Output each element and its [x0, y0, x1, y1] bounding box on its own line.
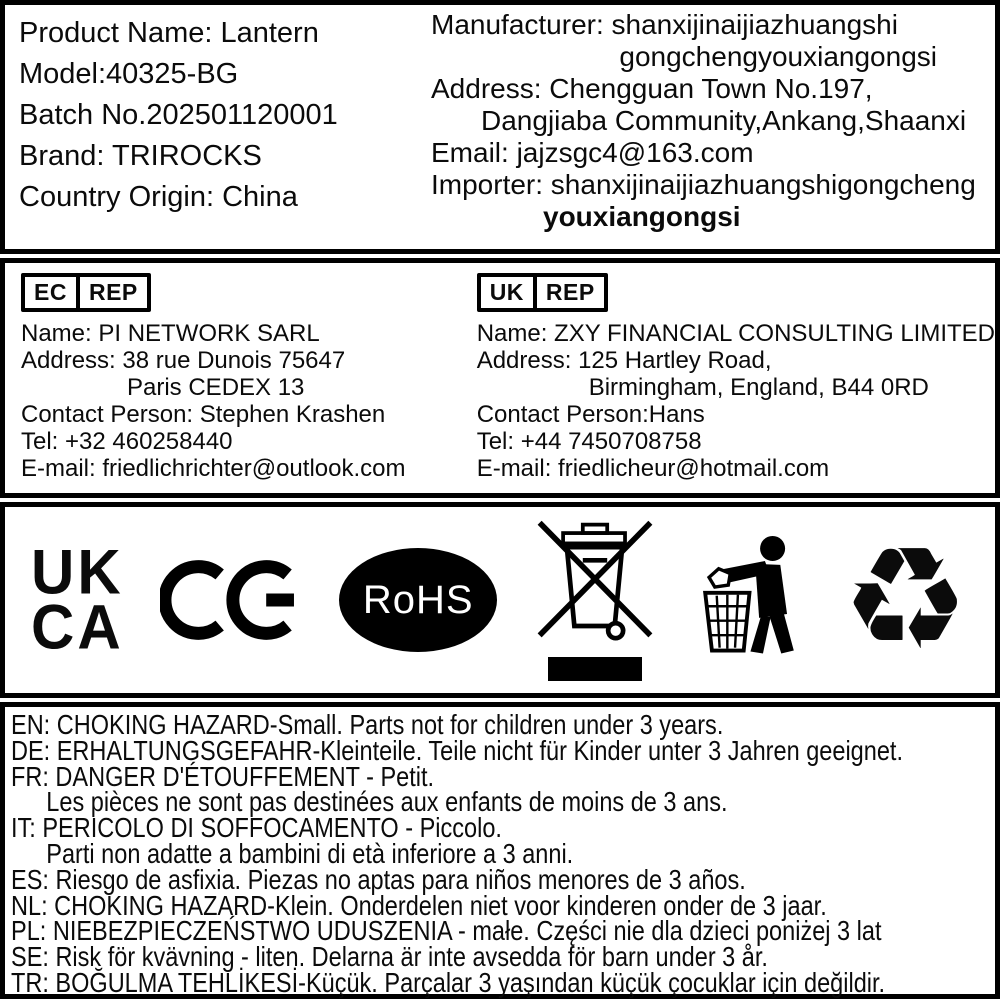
- product-info-column: [5, 5, 419, 249]
- weee-black-bar: [548, 657, 642, 681]
- address-line-2: Dangjiaba Community,Ankang,Shaanxi: [481, 105, 967, 136]
- ec-rep-badge-left: EC: [34, 279, 67, 305]
- warning-line-tr: TR: BOĞULMA TEHLİKESİ-Küçük. Parçalar 3 yaşından küçük çocuklar için değildir.: [11, 966, 886, 998]
- compliance-marks-section: [0, 502, 1000, 698]
- email-line: Email: jajzsgc4@163.com: [431, 137, 754, 168]
- warning-line-fr-2: Les pièces ne sont pas destinées aux enfants de moins de 3 ans.: [46, 786, 728, 818]
- ec-rep-column: [5, 263, 467, 493]
- ukca-mark-icon: [31, 537, 124, 662]
- representatives-section: [0, 258, 1000, 498]
- ec-rep-contact-line: Contact Person: Stephen Krashen: [21, 401, 386, 428]
- warning-line-fr: FR: DANGER D'ÉTOUFFEMENT - Petit.: [11, 760, 435, 792]
- ec-rep-tel-line: Tel: +32 460258440: [21, 428, 233, 455]
- ec-rep-address-line: Address: 38 rue Dunois 75647: [21, 347, 346, 374]
- product-info-section: [0, 0, 1000, 254]
- ce-mark-icon: [160, 538, 302, 662]
- manufacturer-line-1: Manufacturer: shanxijinaijiazhuangshi: [431, 9, 898, 40]
- address-line-1: Address: Chengguan Town No.197,: [431, 73, 873, 104]
- ec-rep-badge-icon: [21, 273, 151, 312]
- ec-rep-badge-right: REP: [76, 277, 147, 308]
- batch-no-line: Batch No.202501120001: [19, 99, 338, 131]
- warning-line-es: ES: Riesgo de asfixia. Piezas no aptas para niños menores de 3 años.: [11, 863, 746, 895]
- warnings-section: [0, 702, 1000, 999]
- warning-line-nl: NL: CHOKING HAZARD-Klein. Onderdelen niet voor kinderen onder de 3 jaar.: [11, 889, 827, 921]
- uk-rep-address-line-2: Birmingham, England, B44 0RD: [588, 374, 929, 401]
- warning-line-it: IT: PERICOLO DI SOFFOCAMENTO - Piccolo.: [11, 812, 502, 844]
- rohs-mark-icon: [339, 548, 497, 652]
- warning-line-se: SE: Risk för kvävning - liten. Delarna är inte avsedda för barn under 3 år.: [11, 941, 768, 973]
- uk-rep-column: [467, 263, 995, 493]
- ec-rep-address-line-2: Paris CEDEX 13: [127, 374, 305, 401]
- recycling-symbol-icon: [841, 517, 969, 682]
- rohs-label: RoHS: [362, 577, 474, 622]
- importer-line-2: youxiangongsi: [543, 201, 741, 232]
- ukca-bottom-text: CA: [31, 591, 124, 662]
- manufacturer-line-2: gongchengyouxiangongsi: [619, 41, 937, 72]
- ukca-top-text: UK: [31, 537, 124, 608]
- manufacturer-info-column: [419, 5, 995, 249]
- warning-line-en: EN: CHOKING HAZARD-Small. Parts not for children under 3 years.: [11, 709, 724, 740]
- importer-line-1: Importer: shanxijinaijiazhuangshigongcheng: [431, 169, 976, 200]
- product-name-line: Product Name: Lantern: [19, 17, 319, 49]
- warning-line-it-2: Parti non adatte a bambini di età inferiore a 3 anni.: [46, 837, 574, 869]
- warning-line-pl: PL: NIEBEZPIECZEŃSTWO UDUSZENIA - małe. Części nie dla dzieci poniżej 3 lat: [11, 915, 882, 947]
- tidyman-litter-disposal-icon: [693, 535, 805, 665]
- ec-rep-email-line: E-mail: friedlichrichter@outlook.com: [21, 455, 406, 482]
- country-origin-line: Country Origin: China: [19, 181, 298, 213]
- uk-rep-contact-line: Contact Person:Hans: [476, 401, 705, 428]
- uk-rep-badge-left: UK: [489, 279, 524, 305]
- recycling-glyph: ♻: [841, 517, 969, 682]
- uk-rep-badge-right: REP: [533, 277, 604, 308]
- warning-line-de: DE: ERHALTUNGSGEFAHR-Kleinteile. Teile nicht für Kinder unter 3 Jahren geeignet.: [11, 734, 904, 766]
- uk-rep-address-line: Address: 125 Hartley Road,: [476, 347, 772, 374]
- uk-rep-email-line: E-mail: friedlicheur@hotmail.com: [476, 455, 830, 482]
- uk-rep-name-line: Name: ZXY FINANCIAL CONSULTING LIMITED: [476, 320, 995, 347]
- brand-line: Brand: TRIROCKS: [19, 140, 262, 172]
- model-line: Model:40325-BG: [19, 58, 239, 90]
- uk-rep-badge-icon: [477, 273, 608, 312]
- weee-crossed-bin-icon: [534, 519, 656, 681]
- uk-rep-tel-line: Tel: +44 7450708758: [476, 428, 702, 455]
- ec-rep-name-line: Name: PI NETWORK SARL: [21, 320, 320, 347]
